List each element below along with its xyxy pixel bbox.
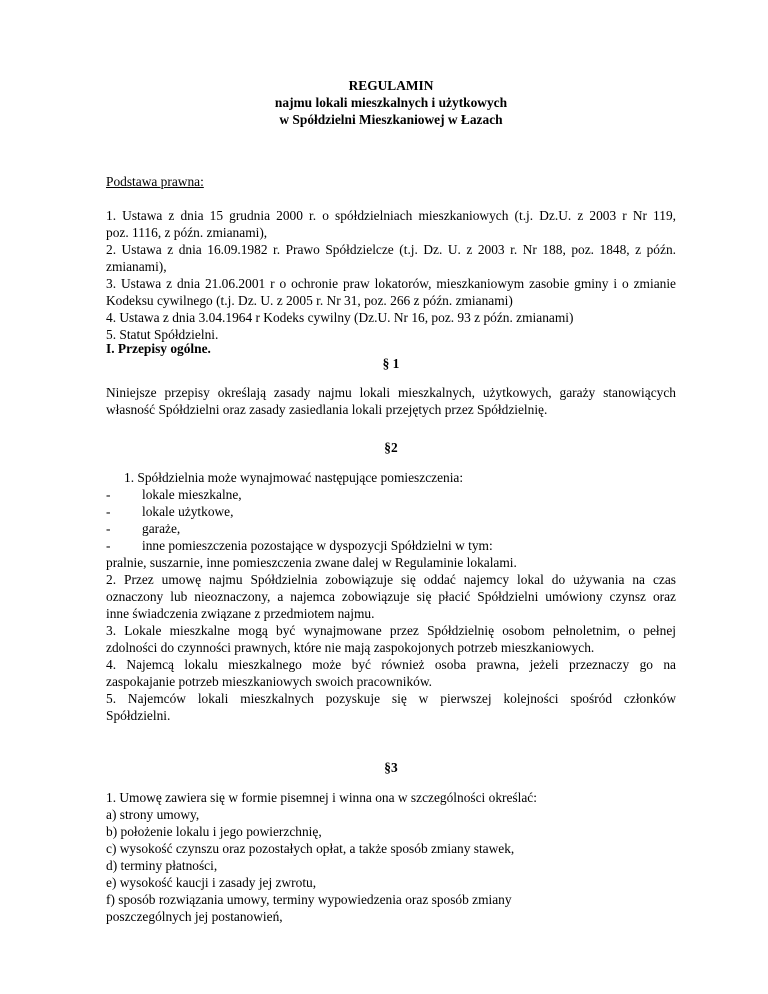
title-line-1: REGULAMIN <box>348 78 434 93</box>
legal-basis-item-1-line-1: 1. Ustawa z dnia 15 grudnia 2000 r. o spółdzielniach mieszkaniowych (t.j. Dz.U. z 2003 r Nr 119, <box>106 208 676 223</box>
legal-basis-list <box>106 207 676 343</box>
title-line-3: w Spółdzielni Mieszkaniowej w Łazach <box>279 112 503 127</box>
paragraph-2-after-list: pralnie, suszarnie, inne pomieszczenia zwane dalej w Regulaminie lokalami. <box>106 555 517 570</box>
paragraph-1-line-2: własność Spółdzielni oraz zasady zasiedlania lokali przejętych przez Spółdzielnię. <box>106 402 548 417</box>
list-item: a) strony umowy, <box>106 807 200 822</box>
dash-bullet: - <box>106 538 111 553</box>
paragraph-1-label: § 1 <box>382 356 400 371</box>
list-item: b) położenie lokalu i jego powierzchnię, <box>106 824 322 839</box>
list-item <box>106 486 676 503</box>
paragraph-2-point-5-line-2: Spółdzielni. <box>106 708 171 723</box>
paragraph-2-text <box>106 469 676 724</box>
paragraph-3-label: §3 <box>384 760 398 775</box>
dash-bullet: - <box>106 487 111 502</box>
paragraph-2-point-4-line-1: 4. Najemcą lokalu mieszkalnego może być również osoba prawna, jeżeli przeznaczy go na <box>106 657 676 672</box>
paragraph-1-text <box>106 384 676 418</box>
list-item-text: inne pomieszczenia pozostające w dyspozycji Spółdzielni w tym: <box>142 538 493 553</box>
legal-basis-item-3-line-2: Kodeksu cywilnego (t.j. Dz. U. z 2005 r. Nr 31, poz. 266 z późn. zmianami) <box>106 293 513 308</box>
paragraph-2-point-2-line-2: oznaczony lub nieoznaczony, a najemca zobowiązuje się płacić Spółdzielni umówiony czynsz oraz <box>106 589 676 604</box>
legal-basis-item-5: 5. Statut Spółdzielni. <box>106 327 219 342</box>
dash-bullet: - <box>106 521 111 536</box>
paragraph-2-point-3-line-2: zdolności do czynności prawnych, które nie mają zaspokojonych potrzeb mieszkaniowych. <box>106 640 595 655</box>
legal-basis-item-2-line-2: zmianami), <box>106 259 167 274</box>
legal-basis-item-3-line-1: 3. Ustawa z dnia 21.06.2001 r o ochronie praw lokatorów, mieszkaniowym zasobie gminy i o zmianie <box>106 276 676 291</box>
list-item-text: lokale użytkowe, <box>142 504 234 519</box>
list-item: f) sposób rozwiązania umowy, terminy wypowiedzenia oraz sposób zmiany <box>106 892 512 907</box>
paragraph-2-intro: 1. Spółdzielnia może wynajmować następujące pomieszczenia: <box>124 470 464 485</box>
list-item <box>106 503 676 520</box>
paragraph-3-intro: 1. Umowę zawiera się w formie pisemnej i winna ona w szczególności określać: <box>106 790 537 805</box>
title-line-2: najmu lokali mieszkalnych i użytkowych <box>274 95 508 110</box>
list-item-text: lokale mieszkalne, <box>142 487 242 502</box>
legal-basis-item-2-line-1: 2. Ustawa z dnia 16.09.1982 r. Prawo Spółdzielcze (t.j. Dz. U. z 2003 r. Nr 188, poz. 1848, z późn. <box>106 242 676 257</box>
paragraph-2-point-3-line-1: 3. Lokale mieszkalne mogą być wynajmowane przez Spółdzielnię osobom pełnoletnim, o pełnej <box>106 623 676 638</box>
paragraph-2-point-4-line-2: zaspokajanie potrzeb mieszkaniowych swoich pracowników. <box>106 674 432 689</box>
legal-basis-item-4: 4. Ustawa z dnia 3.04.1964 r Kodeks cywilny (Dz.U. Nr 16, poz. 93 z późn. zmianami) <box>106 310 574 325</box>
paragraph-3-text <box>106 789 676 925</box>
paragraph-2-point-5-line-1: 5. Najemców lokali mieszkalnych pozyskuje się w pierwszej kolejności spośród członków <box>106 691 676 706</box>
section-heading: I. Przepisy ogólne. <box>106 341 211 356</box>
list-item-continuation: poszczególnych jej postanowień, <box>106 909 283 924</box>
paragraph-2-label: §2 <box>384 440 398 455</box>
list-item: d) terminy płatności, <box>106 858 218 873</box>
legal-basis-heading: Podstawa prawna: <box>106 174 204 189</box>
list-item: c) wysokość czynszu oraz pozostałych opłat, a także sposób zmiany stawek, <box>106 841 515 856</box>
paragraph-1-line-1: Niniejsze przepisy określają zasady najmu lokali mieszkalnych, użytkowych, garaży stanowiących <box>106 385 676 400</box>
list-item: e) wysokość kaucji i zasady jej zwrotu, <box>106 875 317 890</box>
list-item-text: garaże, <box>142 521 181 536</box>
paragraph-2-point-2-line-3: inne świadczenia związane z przedmiotem najmu. <box>106 606 375 621</box>
document-title <box>106 77 676 128</box>
list-item <box>106 537 676 554</box>
list-item <box>106 520 676 537</box>
dash-bullet: - <box>106 504 111 519</box>
paragraph-2-point-2-line-1: 2. Przez umowę najmu Spółdzielnia zobowiązuje się oddać najemcy lokal do używania na czas <box>106 572 676 587</box>
legal-basis-item-1-line-2: poz. 1116, z późn. zmianami), <box>106 225 268 240</box>
